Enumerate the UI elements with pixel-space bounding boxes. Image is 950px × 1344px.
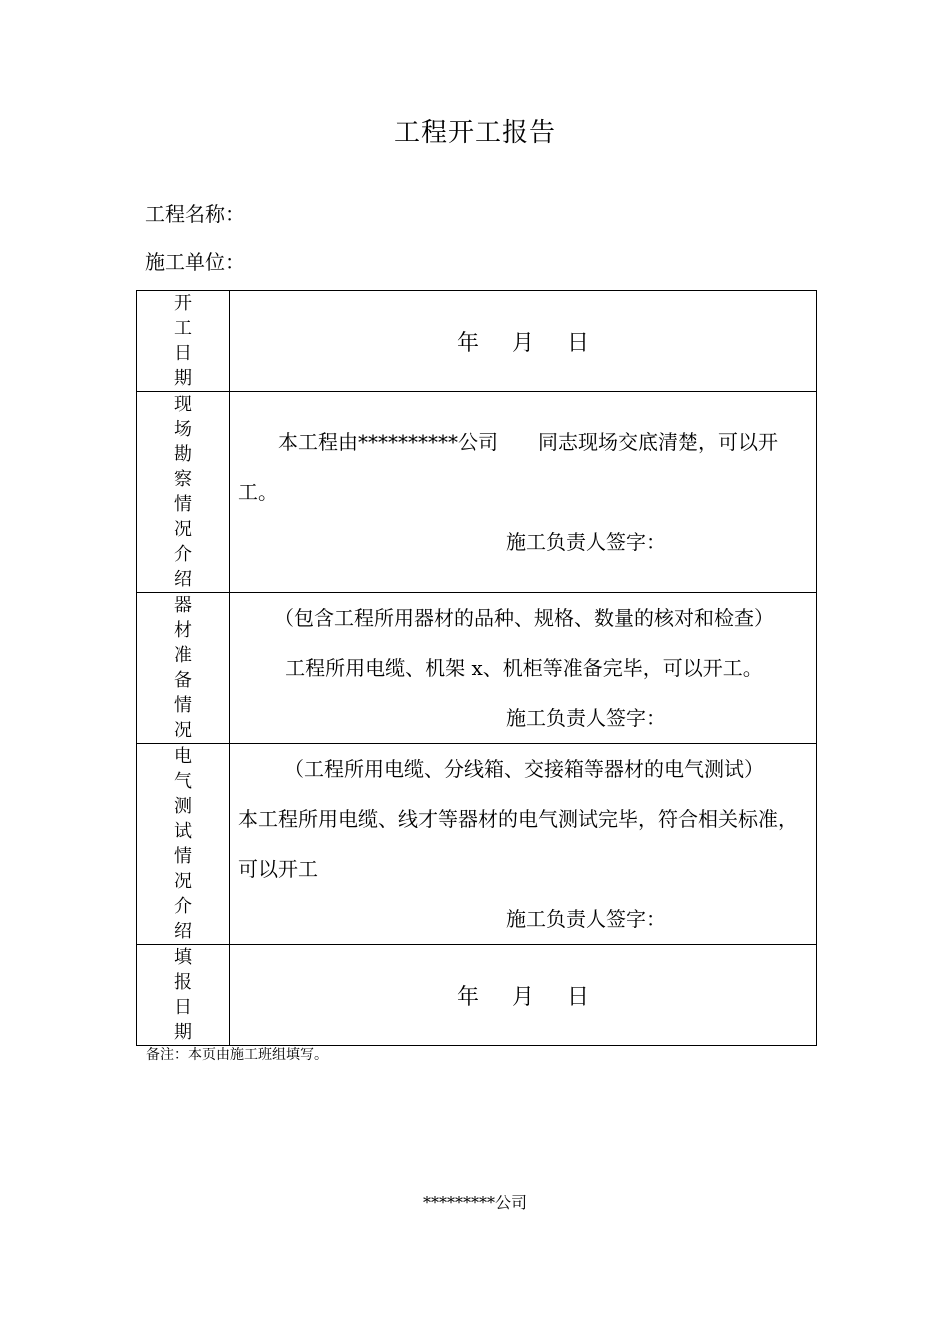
start-date-label: 开工日期: [173, 293, 192, 389]
construction-unit-label: 施工单位：: [145, 250, 245, 274]
table-row-electrical-test: [137, 744, 817, 945]
electrical-test-signature: 施工负责人签字：: [506, 907, 666, 931]
table-row-site-survey: [137, 392, 817, 593]
report-date-value: 年 月 日: [457, 984, 589, 1010]
row-label: [137, 593, 230, 744]
document-title: 工程开工报告: [393, 118, 556, 148]
report-table: [136, 290, 817, 1046]
table-row-report-date: [137, 945, 817, 1046]
start-date-value: 年 月 日: [457, 330, 589, 356]
site-survey-text: 本工程由**********公司 同志现场交底清楚，可以开工。: [238, 430, 778, 504]
site-survey-signature: 施工负责人签字：: [506, 530, 666, 554]
table-row-start-date: [137, 291, 817, 392]
table-row-material-prep: [137, 593, 817, 744]
start-date-cell: [230, 291, 817, 392]
material-prep-cell: [230, 593, 817, 744]
electrical-test-note: （工程所用电缆、分线箱、交接箱等器材的电气测试）: [284, 757, 764, 781]
company-footer: *********公司: [422, 1193, 527, 1212]
electrical-test-text: 本工程所用电缆、线才等器材的电气测试完毕，符合相关标准，可以开工: [238, 807, 798, 881]
material-prep-label: 器材准备情况: [173, 595, 192, 741]
report-date-cell: [230, 945, 817, 1046]
material-prep-text: 工程所用电缆、机架 x、机柜等准备完毕，可以开工。: [285, 656, 763, 680]
row-label: [137, 945, 230, 1046]
row-label: [137, 744, 230, 945]
material-prep-signature: 施工负责人签字：: [506, 706, 666, 730]
site-survey-cell: [230, 392, 817, 593]
remark-note: 备注：本页由施工班组填写。: [146, 1047, 328, 1063]
electrical-test-cell: [230, 744, 817, 945]
electrical-test-label: 电气测试情况介绍: [173, 746, 192, 942]
report-date-label: 填报日期: [173, 947, 192, 1043]
project-name-label: 工程名称：: [145, 202, 245, 226]
material-prep-note: （包含工程所用器材的品种、规格、数量的核对和检查）: [274, 606, 774, 630]
row-label: [137, 291, 230, 392]
site-survey-label: 现场勘察情况介绍: [173, 394, 192, 590]
row-label: [137, 392, 230, 593]
